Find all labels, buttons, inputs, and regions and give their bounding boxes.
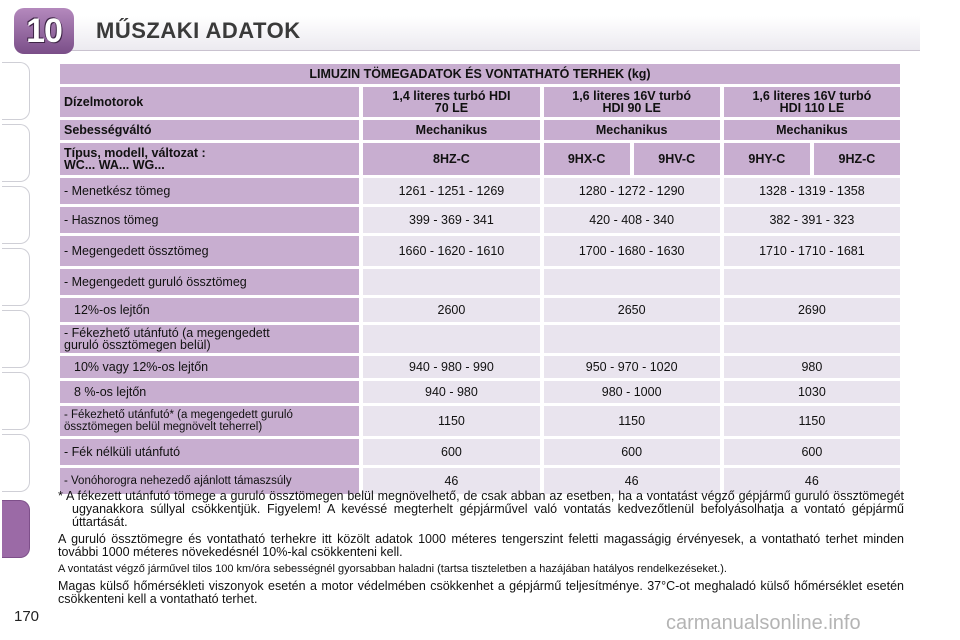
engine-header: 1,4 literes turbó HDI 70 LE (363, 87, 539, 117)
cell-value: 600 (363, 439, 539, 465)
cell-value: 46 (544, 468, 720, 494)
footnote-temperature: Magas külső hőmérsékleti viszonyok esetén a motor védelmében csökkenhet a gépjármű teljesítménye. 37°C-ot meghaladó külső hőmérséklet esetén csökkenteni kell a vontatható terhet. (58, 579, 904, 606)
table-row (60, 269, 900, 295)
cell-value: 2650 (544, 298, 720, 322)
gearbox-header: Mechanikus (544, 120, 720, 140)
cell-value: 420 - 408 - 340 (544, 207, 720, 233)
engine-label: Dízelmotorok (60, 87, 359, 117)
gearbox-header: Mechanikus (363, 120, 539, 140)
gearbox-header: Mechanikus (724, 120, 900, 140)
engine-header: 1,6 literes 16V turbó HDI 90 LE (544, 87, 720, 117)
row-label: - Fékezhető utánfutó* (a megengedett guruló össztömegen belül megnövelt teherrel) (60, 406, 359, 436)
chapter-tab[interactable] (2, 248, 30, 306)
row-label: 8 %-os lejtőn (60, 381, 359, 403)
table-row (60, 325, 900, 353)
type-label: Típus, modell, változat : WC... WA... WG... (60, 143, 359, 175)
chapter-tabs (0, 0, 34, 640)
type-header: 9HY-C (724, 143, 810, 175)
type-header: 9HX-C (544, 143, 630, 175)
engine-header: 1,6 literes 16V turbó HDI 110 LE (724, 87, 900, 117)
cell-value: 1700 - 1680 - 1630 (544, 236, 720, 266)
cell-value: 1150 (363, 406, 539, 436)
footnote-speed: A vontatást végző járművel tilos 100 km/óra sebességnél gyorsabban haladni (tartsa tiszteletben a hazájában hatályos rendelkezéseket.). (58, 563, 727, 575)
cell-value: 382 - 391 - 323 (724, 207, 900, 233)
chapter-tab[interactable] (2, 62, 30, 120)
type-header: 9HV-C (634, 143, 720, 175)
row-label: - Fékezhető utánfutó (a megengedett guruló össztömegen belül) (60, 325, 359, 353)
chapter-tab[interactable] (2, 372, 30, 430)
cell-value: 399 - 369 - 341 (363, 207, 539, 233)
row-label: 10% vagy 12%-os lejtőn (60, 356, 359, 378)
weights-table (56, 61, 904, 497)
cell-value (724, 325, 900, 353)
row-label: - Fék nélküli utánfutó (60, 439, 359, 465)
cell-value (363, 325, 539, 353)
chapter-number: 10 (26, 11, 62, 50)
cell-value (724, 269, 900, 295)
cell-value: 980 - 1000 (544, 381, 720, 403)
type-header: 8HZ-C (363, 143, 539, 175)
table-title: LIMUZIN TÖMEGADATOK ÉS VONTATHATÓ TERHEK (kg) (60, 64, 900, 84)
row-label: - Hasznos tömeg (60, 207, 359, 233)
cell-value: 1710 - 1710 - 1681 (724, 236, 900, 266)
cell-value: 2600 (363, 298, 539, 322)
chapter-tab-active[interactable] (2, 500, 30, 558)
cell-value: 940 - 980 (363, 381, 539, 403)
table-row (60, 236, 900, 266)
cell-value: 940 - 980 - 990 (363, 356, 539, 378)
row-label: - Megengedett össztömeg (60, 236, 359, 266)
table-row (60, 381, 900, 403)
cell-value: 1280 - 1272 - 1290 (544, 178, 720, 204)
cell-value: 1328 - 1319 - 1358 (724, 178, 900, 204)
cell-value: 46 (724, 468, 900, 494)
type-header: 9HZ-C (814, 143, 900, 175)
page-title: MŰSZAKI ADATOK (96, 18, 301, 43)
row-label: - Vonóhorogra nehezedő ajánlott támaszsúly (60, 468, 359, 494)
cell-value: 600 (544, 439, 720, 465)
cell-value: 1660 - 1620 - 1610 (363, 236, 539, 266)
cell-value (544, 325, 720, 353)
footnote-asterisk: * A fékezett utánfutó tömege a guruló össztömegen belül megnövelhető, de csak abban az esetben, ha a vontatást végző gépjármű guruló össztömegét ugyanakkora súllyal csökkentjük. Figyelem! A kevéssé megterhelt gépjárművel való vontatás kedvezőtlenül befolyásolhatja a vontató gépjármű úttartását. (58, 489, 904, 529)
table-row (60, 178, 900, 204)
gearbox-label: Sebességváltó (60, 120, 359, 140)
cell-value: 950 - 970 - 1020 (544, 356, 720, 378)
cell-value (544, 269, 720, 295)
cell-value: 600 (724, 439, 900, 465)
cell-value: 46 (363, 468, 539, 494)
row-label: 12%-os lejtőn (60, 298, 359, 322)
chapter-badge (14, 8, 74, 54)
cell-value (363, 269, 539, 295)
page-number: 170 (14, 608, 40, 625)
chapter-tab[interactable] (2, 310, 30, 368)
cell-value: 1030 (724, 381, 900, 403)
table-row (60, 356, 900, 378)
footnotes (58, 490, 904, 610)
watermark: carmanualsonline.info (666, 612, 861, 634)
table-row (60, 207, 900, 233)
table-row (60, 439, 900, 465)
cell-value: 1150 (724, 406, 900, 436)
chapter-tab[interactable] (2, 434, 30, 492)
cell-value: 1150 (544, 406, 720, 436)
row-label: - Menetkész tömeg (60, 178, 359, 204)
footnote-altitude: A guruló össztömegre és vontatható terhekre itt közölt adatok 1000 méteres tengerszint feletti magasságig érvényesek, a vontatható terhet minden további 1000 méteres növekedésnél 10%-kal csökkenteni kell. (58, 532, 904, 559)
row-label: - Megengedett guruló össztömeg (60, 269, 359, 295)
chapter-tab[interactable] (2, 186, 30, 244)
table-row (60, 406, 900, 436)
cell-value: 980 (724, 356, 900, 378)
cell-value: 2690 (724, 298, 900, 322)
table-row (60, 298, 900, 322)
chapter-tab[interactable] (2, 124, 30, 182)
cell-value: 1261 - 1251 - 1269 (363, 178, 539, 204)
